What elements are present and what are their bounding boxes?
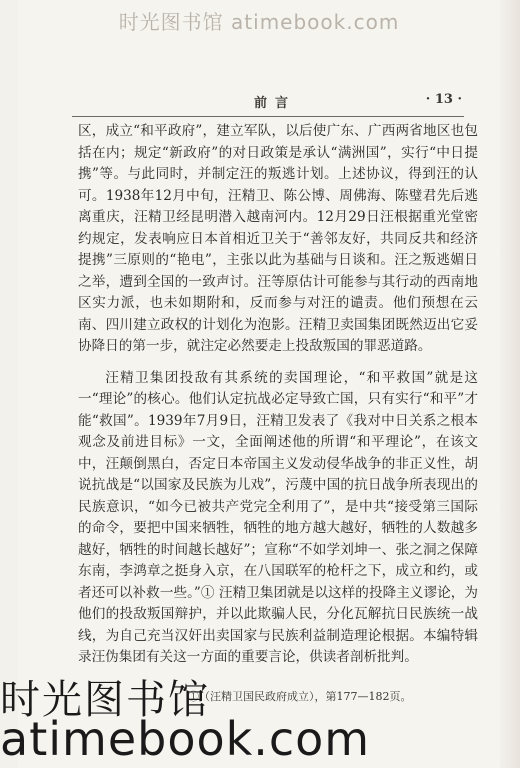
watermark-bottom-title: 时光图书馆 <box>0 677 210 723</box>
running-header <box>54 92 482 114</box>
paragraph-1: 区，成立“和平政府”，建立军队，以后使广东、广西两省地区也包括在内；规定“新政府”的对日政策是承认“满洲国”，实行“中日提携”等。与此同时，并制定汪的叛逃计划。上述协议，得到汪的认可。1938年12月中旬，汪精卫、陈公博、周佛海、陈璧君先后逃离重庆，汪精卫经昆明潜入越南河内。12月29日汪根据重光堂密约规定，发表响应日本首相近卫关于“善邻友好，共同反共和经济提携”三原则的“艳电”，主张以此为基础与日谈和。汪之叛逃媚日之举，遭到全国的一致声讨。汪等原估计可能参与其行动的西南地区实力派，也未如期附和，反而参与对汪的谴责。他们预想在云南、四川建立政权的计划化为泡影。汪精卫卖国集团既然迈出它妥协降日的第一步，就注定必然要走上投敌叛国的罪恶道路。 <box>78 123 478 354</box>
header-rule <box>72 116 464 117</box>
header-title: 前言 <box>254 96 297 111</box>
footnote: ①（汪精卫国民政府成立），第177—182页。 <box>188 690 412 703</box>
book-page <box>18 0 500 768</box>
body-text <box>78 121 478 669</box>
page-number: · 13 · <box>425 92 462 107</box>
watermark-top: 时光图书馆 atimebook.com <box>118 10 400 34</box>
paragraph-2: 汪精卫集团投敌有其系统的卖国理论，“和平救国”就是这一“理论”的核心。他们认定抗战必定导致亡国，只有实行“和平”才能“救国”。1939年7月9日，汪精卫发表了《我对中日关系之根本观念及前进目标》一文，全面阐述他的所谓“和平理论”，在该文中，汪颠倒黑白，否定日本帝国主义发动侵华战争的非正义性，胡说抗战是“以国家及民族为儿戏”，污蔑中国的抗日战争所表现出的民族意识，“如今已被共产党完全利用了”，是中共“接受第三国际的命令，要把中国来牺牲，牺牲的地方越大越好，牺牲的人数越多越好，牺牲的时间越长越好”；宣称“不如学刘坤一、张之洞之保障东南，李鸿章之挺身入京，在八国联军的枪杆之下，成立和约，或者还可以补救一些。”① 汪精卫集团就是以这样的投降主义谬论，为他们的投敌叛国辩护，并以此欺骗人民，分化瓦解抗日民族统一战线，为自己充当汉奸出卖国家与民族利益制造理论根据。本编特辑录汪伪集团有关这一方面的重要言论，供读者剖析批判。 <box>78 369 478 665</box>
page-binding-shadow <box>500 0 520 768</box>
watermark-bottom-url: atimebook.com <box>0 712 371 766</box>
